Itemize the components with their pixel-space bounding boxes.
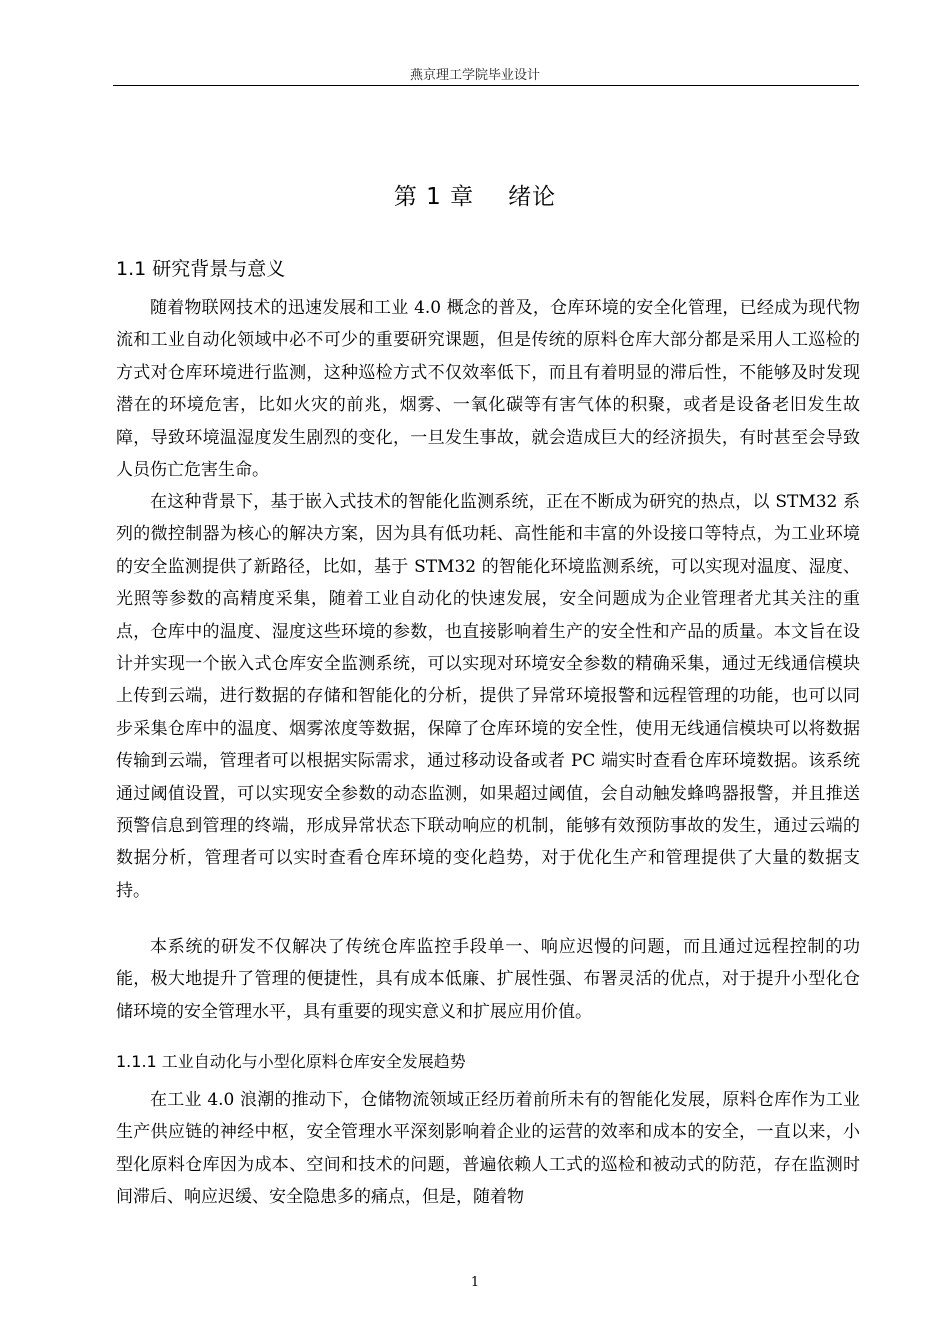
- chapter-title: [0, 178, 950, 211]
- section-heading: 1.1 研究背景与意义: [116, 258, 286, 280]
- subsection-paragraph-1: 在工业 4.0 浪潮的推动下，仓储物流领域正经历着前所未有的智能化发展，原料仓库作为工业生产供应链的神经中枢，安全管理水平深刻影响着企业的运营的效率和成本的安全，一直以来，小型化原料仓库因为成本、空间和技术的问题，普遍依赖人工式的巡检和被动式的防范，存在监测时间滞后、响应迟缓、安全隐患多的痛点，但是，随着物: [116, 1090, 860, 1208]
- chapter-number: 第 1 章: [393, 184, 475, 210]
- page-number: 1: [470, 1275, 480, 1290]
- header-rule: [113, 85, 859, 86]
- section-paragraph-3: 本系统的研发不仅解决了传统仓库监控手段单一、响应迟慢的问题，而且通过远程控制的功能，极大地提升了管理的便捷性，具有成本低廉、扩展性强、布署灵活的优点，对于提升小型化仓储环境的安全管理水平，具有重要的现实意义和扩展应用价值。: [116, 937, 860, 1022]
- chapter-name: 绪论: [508, 184, 557, 210]
- section-paragraph-1: 随着物联网技术的迅速发展和工业 4.0 概念的普及，仓库环境的安全化管理，已经成为现代物流和工业自动化领域中必不可少的重要研究课题，但是传统的原料仓库大部分都是采用人工巡检的方式对仓库环境进行监测，这种巡检方式不仅效率低下，而且有着明显的滞后性，不能够及时发现潜在的环境危害，比如火灾的前兆，烟雾、一氧化碳等有害气体的积聚，或者是设备老旧发生故障，导致环境温湿度发生剧烈的变化，一旦发生事故，就会造成巨大的经济损失，有时甚至会导致人员伤亡危害生命。: [116, 298, 860, 481]
- subsection-heading: 1.1.1 工业自动化与小型化原料仓库安全发展趋势: [116, 1052, 466, 1071]
- running-header: 燕京理工学院毕业设计: [409, 68, 540, 83]
- section-paragraph-2: 在这种背景下，基于嵌入式技术的智能化监测系统，正在不断成为研究的热点，以 STM32 系列的微控制器为核心的解决方案，因为具有低功耗、高性能和丰富的外设接口等特点，为工业环境的安全监测提供了新路径，比如，基于 STM32 的智能化环境监测系统，可以实现对温度、湿度、光照等参数的高精度采集，随着工业自动化的快速发展，安全问题成为企业管理者尤其关注的重点，仓库中的温度、湿度这些环境的参数，也直接影响着生产的安全性和产品的质量。本文旨在设计并实现一个嵌入式仓库安全监测系统，可以实现对环境安全参数的精确采集，通过无线通信模块上传到云端，进行数据的存储和智能化的分析，提供了异常环境报警和远程管理的功能，也可以同步采集仓库中的温度、烟雾浓度等数据，保障了仓库环境的安全性，使用无线通信模块可以将数据传输到云端，管理者可以根据实际需求，通过移动设备或者 PC 端实时查看仓库环境数据。该系统通过阈值设置，可以实现安全参数的动态监测，如果超过阈值，会自动触发蜂鸣器报警，并且推送预警信息到管理的终端，形成异常状态下联动响应的机制，能够有效预防事故的发生，通过云端的数据分析，管理者可以实时查看仓库环境的变化趋势，对于优化生产和管理提供了大量的数据支持。: [116, 492, 860, 901]
